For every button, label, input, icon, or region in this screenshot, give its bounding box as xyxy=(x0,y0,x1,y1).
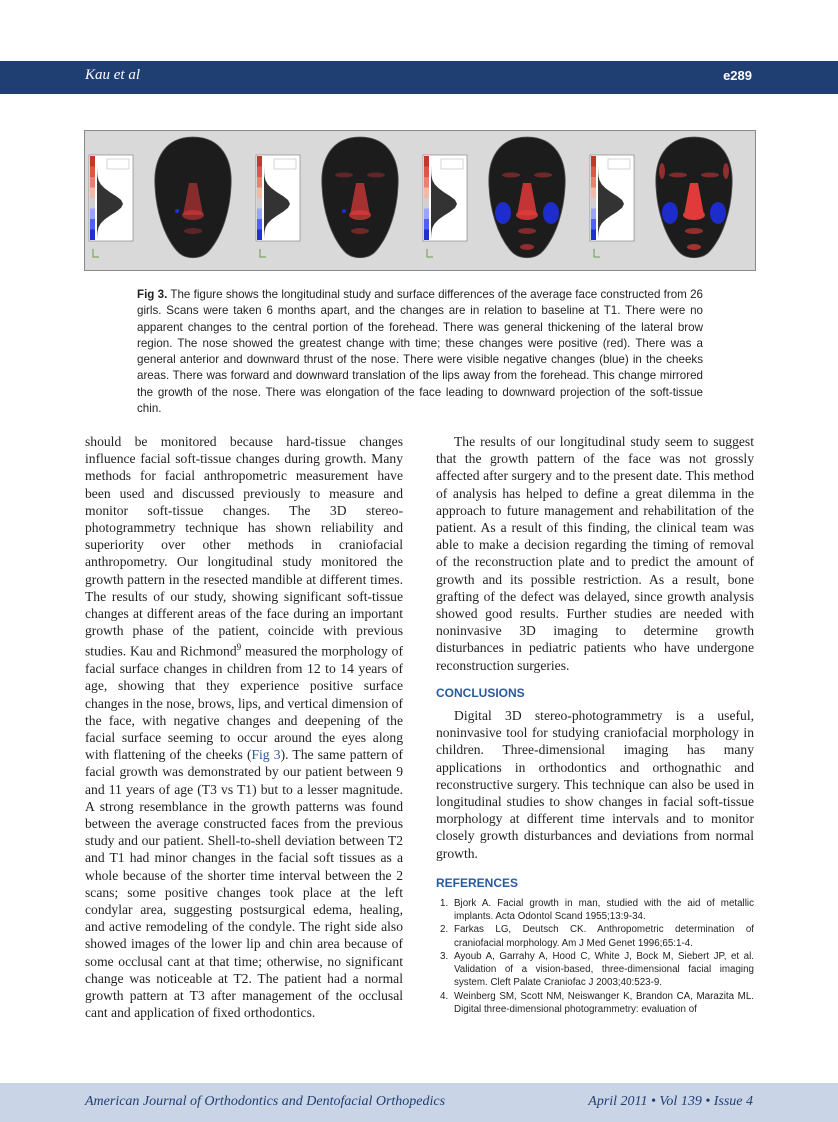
conclusions-paragraph: Digital 3D stereo-photogrammetry is a useful, noninvasive tool for studying craniofacial morphology in children. Three-dimensional imaging has many applications in orthodontics and orthognathic and reconstructive surgery. This technique can also be used in longitudinal studies to show changes in facial soft-tissue morphology at different time intervals and to monitor closely growth disturbances and deviations from normal growth. xyxy=(436,708,754,861)
face-color-map xyxy=(586,131,753,270)
left-text-a: should be monitored because hard-tissue changes influence facial soft-tissue changes during growth. Many methods for facial anthropometric measurement have been used and discussed previously to measure and monitor soft-tissue changes. The 3D stereo-photogrammetry technique has shown reliability and superiority over other methods in craniofacial anthropometry. Our longitudinal study monitored the growth pattern in the resected mandible at different times. The results of our study, showing significant soft-tissue changes at different areas of the face during an important growth phase of the patient, coincide with previous studies. Kau and Richmond xyxy=(85,434,403,659)
reference-item xyxy=(436,990,754,1016)
references-list xyxy=(436,897,754,1016)
face-color-map xyxy=(252,131,419,270)
references-heading: REFERENCES xyxy=(436,875,519,890)
reference-text: Bjork A. Facial growth in man, studied with the aid of metallic implants. Acta Odontol Scand 1955;13:9-34. xyxy=(454,898,754,923)
citation-superscript: 9 xyxy=(236,642,242,653)
reference-item xyxy=(436,897,754,923)
reference-item xyxy=(436,950,754,990)
reference-number: 3. xyxy=(440,950,449,962)
footer-journal: American Journal of Orthodontics and Dentofacial Orthopedics xyxy=(85,1094,446,1109)
header-page-number: e289 xyxy=(723,68,752,83)
reference-number: 4. xyxy=(440,990,449,1002)
left-text-c: ). The same pattern of facial growth was demonstrated by our patient between 9 and 11 years of age (T3 vs T1) but to a lesser magnitude. A strong resemblance in the growth patterns was found between the average constructed faces from the previous study and our patient. Shell-to-shell deviation between T2 and T1 had minor changes in the facial soft tissues as a whole because of the shorter time interval between the 2 scans; some positive changes took place at the left condylar area, suggesting postsurgical edema, healing, and active remodeling of the condyle. The right side also showed images of the lower lip and chin area because of some occlusal cant at that time; otherwise, no significant change was noticeable at T2. The patient had a normal growth pattern at T3 after management of the occlusal cant and application of fixed orthodontics. xyxy=(85,747,403,1021)
figure-caption xyxy=(137,287,703,417)
footer-issue: April 2011 • Vol 139 • Issue 4 xyxy=(588,1094,753,1109)
right-column xyxy=(436,433,754,1016)
reference-number: 1. xyxy=(440,898,449,910)
face-color-map xyxy=(419,131,586,270)
reference-item xyxy=(436,923,754,949)
figure-3-image xyxy=(84,130,756,271)
left-column xyxy=(85,433,403,1021)
reference-text: Weinberg SM, Scott NM, Neiswanger K, Brandon CA, Marazita ML. Digital three-dimensional photogrammetry: evaluation of xyxy=(454,990,754,1015)
reference-text: Farkas LG, Deutsch CK. Anthropometric determination of craniofacial morphology. Am J Med Genet 1996;65:1-4. xyxy=(454,924,754,949)
running-footer xyxy=(0,1083,838,1122)
figure-3-link[interactable]: Fig 3 xyxy=(251,747,281,763)
reference-number: 2. xyxy=(440,924,449,936)
figure-panel-3 xyxy=(419,131,586,270)
reference-text: Ayoub A, Garrahy A, Hood C, White J, Bock M, Siebert JP, et al. Validation of a vision-based, three-dimensional facial imaging system. Cleft Palate Craniofac J 2003;40:523-9. xyxy=(454,950,754,989)
running-header xyxy=(0,61,838,94)
header-authors: Kau et al xyxy=(85,67,140,83)
left-text-b: measured the morphology of facial surface changes in children from 12 to 14 years of age, showing that they experience positive surface changes in the nose, brows, lips, and vertical dimension of the face, with negative changes and deepening of the facial surface seeming to occur around the eyes along with flattening of the cheeks ( xyxy=(85,643,403,763)
left-paragraph xyxy=(85,433,403,1021)
figure-label: Fig 3. xyxy=(137,288,168,301)
figure-panel-4 xyxy=(586,131,753,270)
face-color-map xyxy=(85,131,252,270)
figure-caption-text: The figure shows the longitudinal study and surface differences of the average face constructed from 26 girls. Scans were taken 6 months apart, and the changes are in relation to baseline at T1. There were no apparent changes to the central portion of the forehead. There was general thickening of the lateral brow region. The nose showed the greatest change with time; these changes were positive (red). There was a general anterior and downward thrust of the nose. There were visible negative changes (blue) in the cheeks areas. There was forward and downward translation of the lips away from the forehead. This change mirrored the growth of the nose. There was elongation of the face leading to downward projection of the soft-tissue chin. xyxy=(137,288,703,416)
figure-panel-2 xyxy=(252,131,419,270)
figure-panel-1 xyxy=(85,131,252,270)
right-paragraph: The results of our longitudinal study seem to suggest that the growth pattern of the face was not grossly affected after surgery and to the present date. This method of analysis has helped to define a great dilemma in the approach to future management and rehabilitation of the patient. As a result of this finding, the clinical team was able to make a decision regarding the timing of removal of the reconstruction plate and to predict the amount of growth and its possible restriction. As a result, bone grafting of the defect was delayed, since growth analysis showed good results. Further studies are needed with noninvasive 3D imaging to determine growth disturbances in pediatric patients who have undergone reconstruction surgeries. xyxy=(436,434,754,673)
conclusions-heading: CONCLUSIONS xyxy=(436,685,525,700)
